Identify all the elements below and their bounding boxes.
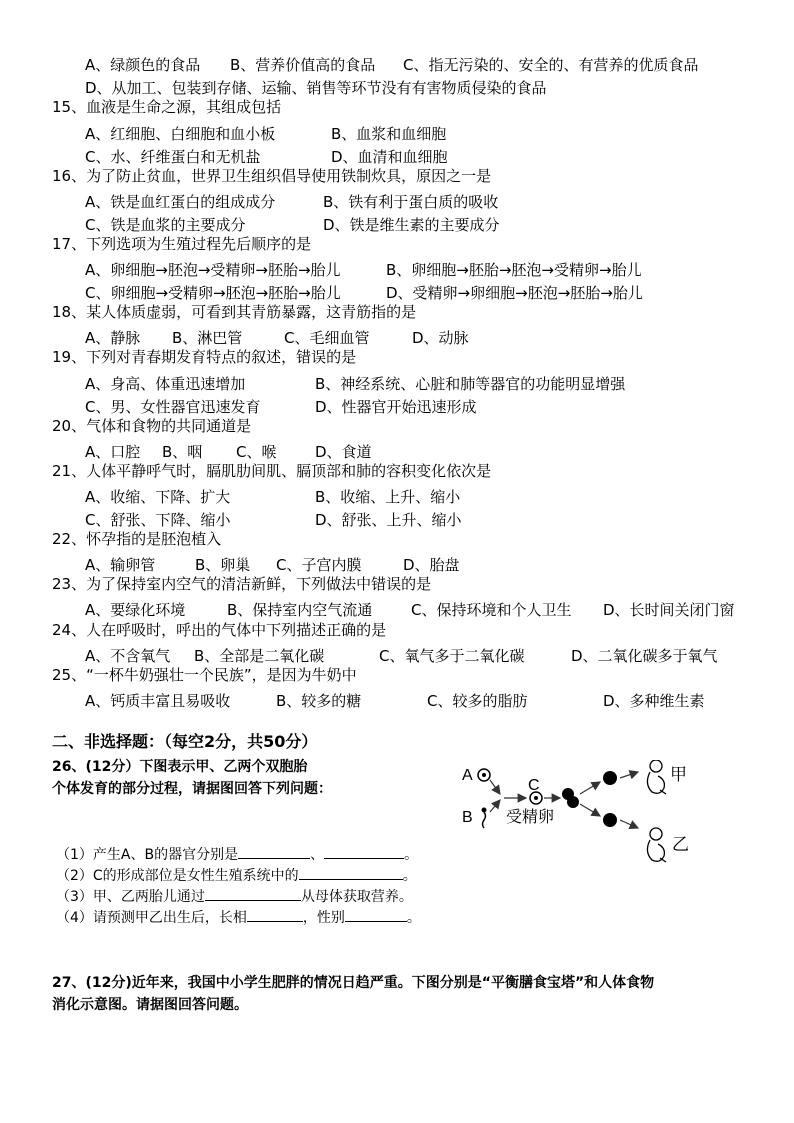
question-stem: 23、为了保持室内空气的清洁新鲜，下列做法中错误的是 bbox=[52, 575, 432, 593]
q14-option-b: B、营养价值高的食品 bbox=[230, 56, 376, 74]
label-a: A bbox=[462, 767, 473, 784]
option-b: B、铁有利于蛋白质的吸收 bbox=[323, 193, 499, 211]
question-stem: 20、气体和食物的共同通道是 bbox=[52, 417, 252, 435]
option-c: C、子宫内膜 bbox=[276, 556, 362, 574]
arrow-b-to-zygote bbox=[490, 800, 500, 812]
q14-option-d: D、从加工、包装到存储、运输、销售等环节没有有害物质侵染的食品 bbox=[85, 79, 547, 97]
question-stem: 21、人体平静呼气时，膈肌肋间肌、膈顶部和肺的容积变化依次是 bbox=[52, 462, 492, 480]
option-b: B、较多的糖 bbox=[276, 692, 362, 710]
option-b: B、卵细胞→胚胎→胚泡→受精卵→胎儿 bbox=[386, 261, 642, 279]
option-a: A、要绿化环境 bbox=[85, 601, 186, 619]
option-b: B、保持室内空气流通 bbox=[227, 601, 373, 619]
twin-development-diagram bbox=[460, 760, 720, 870]
fetus-jia-icon bbox=[647, 760, 666, 794]
option-c: C、喉 bbox=[236, 443, 277, 461]
early-embryo-cell bbox=[567, 796, 579, 808]
answer-blank[interactable] bbox=[247, 906, 303, 922]
label-jia: 甲 bbox=[670, 765, 687, 785]
q26-stem-line1: 26、(12分）下图表示甲、乙两个双胞胎 bbox=[52, 759, 308, 775]
option-a: A、输卵管 bbox=[85, 556, 156, 574]
option-c: C、氧气多于二氧化碳 bbox=[379, 647, 525, 665]
section-heading: 二、非选择题：（每空2分，共50分） bbox=[52, 732, 318, 751]
option-a: A、红细胞、白细胞和血小板 bbox=[85, 125, 276, 143]
q14-option-a: A、绿颜色的食品 bbox=[85, 56, 201, 74]
label-zygote: 受精卵 bbox=[506, 809, 555, 826]
option-a: A、不含氧气 bbox=[85, 647, 171, 665]
arrow-upper-branch bbox=[580, 782, 600, 794]
answer-blank[interactable] bbox=[345, 906, 407, 922]
egg-nucleus bbox=[482, 773, 486, 777]
option-c: C、保持环境和个人卫生 bbox=[411, 601, 572, 619]
option-a: A、卵细胞→胚泡→受精卵→胚胎→胎儿 bbox=[85, 261, 341, 279]
arrow-to-fetus-jia bbox=[620, 772, 638, 778]
q26-sub3: （3）甲、乙两胎儿通过 从母体获取营养。 bbox=[56, 885, 413, 907]
option-c: C、水、纤维蛋白和无机盐 bbox=[85, 148, 261, 166]
option-b: B、淋巴管 bbox=[172, 329, 243, 347]
option-b: B、咽 bbox=[162, 443, 203, 461]
option-d: D、受精卵→卵细胞→胚泡→胚胎→胎儿 bbox=[386, 284, 643, 302]
sperm-head bbox=[482, 808, 487, 813]
arrow-lower-branch bbox=[580, 804, 600, 816]
label-b: B bbox=[462, 809, 473, 826]
question-stem: 22、怀孕指的是胚泡植入 bbox=[52, 530, 222, 548]
option-d: D、胎盘 bbox=[403, 556, 460, 574]
option-d: D、长时间关闭门窗 bbox=[603, 601, 735, 619]
question-stem: 16、为了防止贫血，世界卫生组织倡导使用铁制炊具，原因之一是 bbox=[52, 167, 492, 185]
arrow-a-to-zygote bbox=[490, 780, 500, 794]
embryo-yi bbox=[603, 813, 617, 827]
question-stem: 24、人在呼吸时，呼出的气体中下列描述正确的是 bbox=[52, 621, 387, 639]
q26-stem-line2: 个体发育的部分过程，请据图回答下列问题： bbox=[52, 781, 332, 797]
question-stem: 15、血液是生命之源，其组成包括 bbox=[52, 98, 282, 116]
answer-blank[interactable] bbox=[238, 843, 310, 859]
option-c: C、卵细胞→受精卵→胚泡→胚胎→胎儿 bbox=[85, 284, 341, 302]
option-d: D、血清和血细胞 bbox=[331, 148, 448, 166]
option-b: B、神经系统、心脏和肺等器官的功能明显增强 bbox=[315, 375, 626, 393]
option-b: B、卵巢 bbox=[195, 556, 251, 574]
q27-line2: 消化示意图。请据图回答问题。 bbox=[52, 997, 248, 1013]
label-yi: 乙 bbox=[672, 835, 689, 855]
q14-option-c: C、指无污染的、安全的、有营养的优质食品 bbox=[403, 56, 699, 74]
question-stem: 19、下列对青春期发育特点的叙述，错误的是 bbox=[52, 348, 357, 366]
q26-sub2: （2）C的形成部位是女性生殖系统中的 。 bbox=[56, 864, 417, 886]
arrow-to-fetus-yi bbox=[620, 820, 638, 828]
option-d: D、铁是维生素的主要成分 bbox=[323, 216, 500, 234]
option-d: D、动脉 bbox=[412, 329, 469, 347]
q26-sub1: （1）产生A、B的器官分别是 、 。 bbox=[56, 843, 418, 865]
embryo-jia bbox=[603, 771, 617, 785]
option-d: D、舒张、上升、缩小 bbox=[315, 511, 462, 529]
option-a: A、收缩、下降、扩大 bbox=[85, 488, 231, 506]
answer-blank[interactable] bbox=[299, 864, 403, 880]
option-a: A、口腔 bbox=[85, 443, 141, 461]
option-d: D、多种维生素 bbox=[603, 692, 705, 710]
option-b: B、全部是二氧化碳 bbox=[194, 647, 325, 665]
option-c: C、铁是血浆的主要成分 bbox=[85, 216, 246, 234]
option-b: B、收缩、上升、缩小 bbox=[315, 488, 461, 506]
option-b: B、血浆和血细胞 bbox=[331, 125, 447, 143]
answer-blank[interactable] bbox=[205, 885, 301, 901]
option-a: A、身高、体重迅速增加 bbox=[85, 375, 246, 393]
sperm-cell bbox=[483, 812, 486, 828]
question-stem: 25、“一杯牛奶强壮一个民族”，是因为牛奶中 bbox=[52, 666, 357, 684]
zygote-nucleus bbox=[534, 796, 538, 800]
option-a: A、铁是血红蛋白的组成成分 bbox=[85, 193, 276, 211]
fetus-yi-icon bbox=[647, 828, 666, 862]
option-d: D、性器官开始迅速形成 bbox=[315, 398, 477, 416]
answer-blank[interactable] bbox=[324, 843, 404, 859]
option-c: C、舒张、下降、缩小 bbox=[85, 511, 231, 529]
option-d: D、食道 bbox=[315, 443, 372, 461]
question-stem: 18、某人体质虚弱，可看到其青筋暴露，这青筋指的是 bbox=[52, 303, 417, 321]
option-c: C、毛细血管 bbox=[284, 329, 370, 347]
q27-line1: 27、(12分)近年来，我国中小学生肥胖的情况日趋严重。下图分别是“平衡膳食宝塔”和人体食物 bbox=[52, 975, 655, 991]
label-c: C bbox=[528, 777, 540, 794]
question-stem: 17、下列选项为生殖过程先后顺序的是 bbox=[52, 235, 312, 253]
option-c: C、较多的脂肪 bbox=[427, 692, 528, 710]
option-d: D、二氧化碳多于氧气 bbox=[571, 647, 718, 665]
q26-sub4: （4）请预测甲乙出生后，长相 ，性别 。 bbox=[56, 906, 421, 928]
option-a: A、静脉 bbox=[85, 329, 141, 347]
option-a: A、钙质丰富且易吸收 bbox=[85, 692, 231, 710]
option-c: C、男、女性器官迅速发育 bbox=[85, 398, 261, 416]
